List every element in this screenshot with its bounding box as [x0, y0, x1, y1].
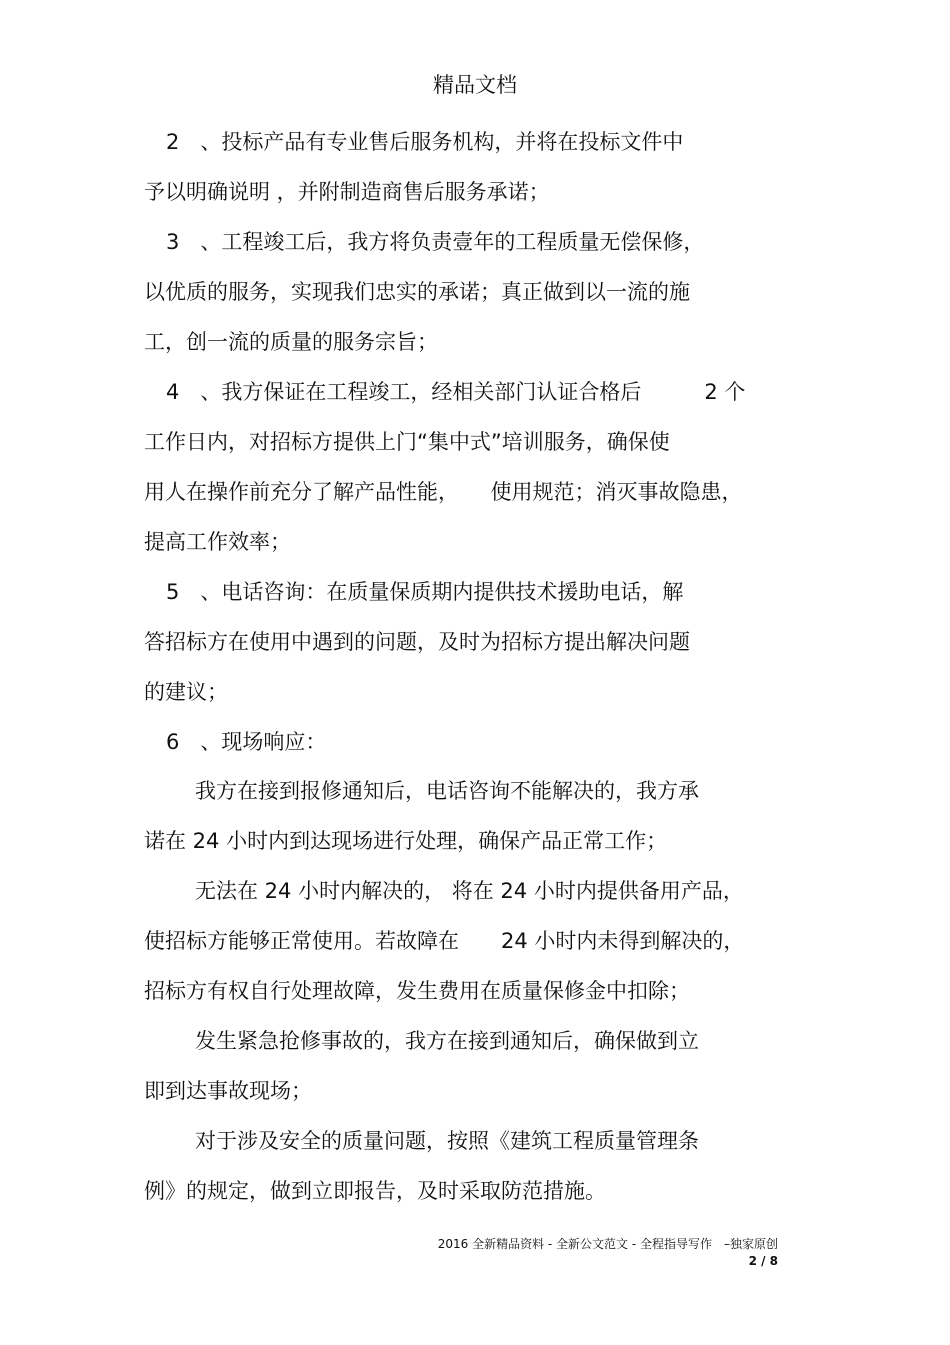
- body-line: 使招标方能够正常使用。若故障在 24 小时内未得到解决的，: [144, 929, 745, 953]
- body-line: 答招标方在使用中遇到的问题，及时为招标方提出解决问题: [144, 630, 690, 654]
- body-line: 5 、电话咨询：在质量保质期内提供技术援助电话，解: [166, 580, 684, 604]
- body-line: 提高工作效率；: [144, 530, 291, 554]
- footer-text: 2016 全新精品资料 - 全新公文范文 - 全程指导写作 –独家原创: [437, 1237, 778, 1251]
- body-line: 无法在 24 小时内解决的， 将在 24 小时内提供备用产品，: [195, 879, 744, 903]
- body-line: 2 、投标产品有专业售后服务机构，并将在投标文件中: [166, 130, 684, 154]
- body-line: 例》的规定，做到立即报告，及时采取防范措施。: [144, 1179, 606, 1203]
- body-line: 即到达事故现场；: [144, 1079, 312, 1103]
- page-number: 2 / 8: [748, 1254, 778, 1268]
- body-line: 用人在操作前充分了解产品性能， 使用规范；消灭事故隐患，: [144, 480, 743, 504]
- body-line: 对于涉及安全的质量问题，按照《建筑工程质量管理条: [195, 1129, 699, 1153]
- body-line: 工作日内，对招标方提供上门“集中式”培训服务，确保使: [144, 430, 670, 454]
- body-line: 诺在 24 小时内到达现场进行处理，确保产品正常工作；: [144, 829, 668, 853]
- body-line: 发生紧急抢修事故的，我方在接到通知后，确保做到立: [195, 1029, 699, 1053]
- document-header: 精品文档: [433, 73, 517, 97]
- body-line: 3 、工程竣工后，我方将负责壹年的工程质量无偿保修，: [166, 230, 705, 254]
- body-line: 的建议；: [144, 680, 228, 704]
- body-line: 6 、现场响应：: [166, 730, 327, 754]
- body-line: 予以明确说明 ，并附制造商售后服务承诺；: [144, 180, 550, 204]
- body-line: 以优质的服务，实现我们忠实的承诺；真正做到以一流的施: [144, 280, 690, 304]
- body-line: 招标方有权自行处理故障，发生费用在质量保修金中扣除；: [144, 979, 690, 1003]
- body-line: 我方在接到报修通知后，电话咨询不能解决的，我方承: [195, 779, 699, 803]
- body-line: 4 、我方保证在工程竣工，经相关部门认证合格后 2 个: [166, 380, 746, 404]
- body-line: 工，创一流的质量的服务宗旨；: [144, 330, 438, 354]
